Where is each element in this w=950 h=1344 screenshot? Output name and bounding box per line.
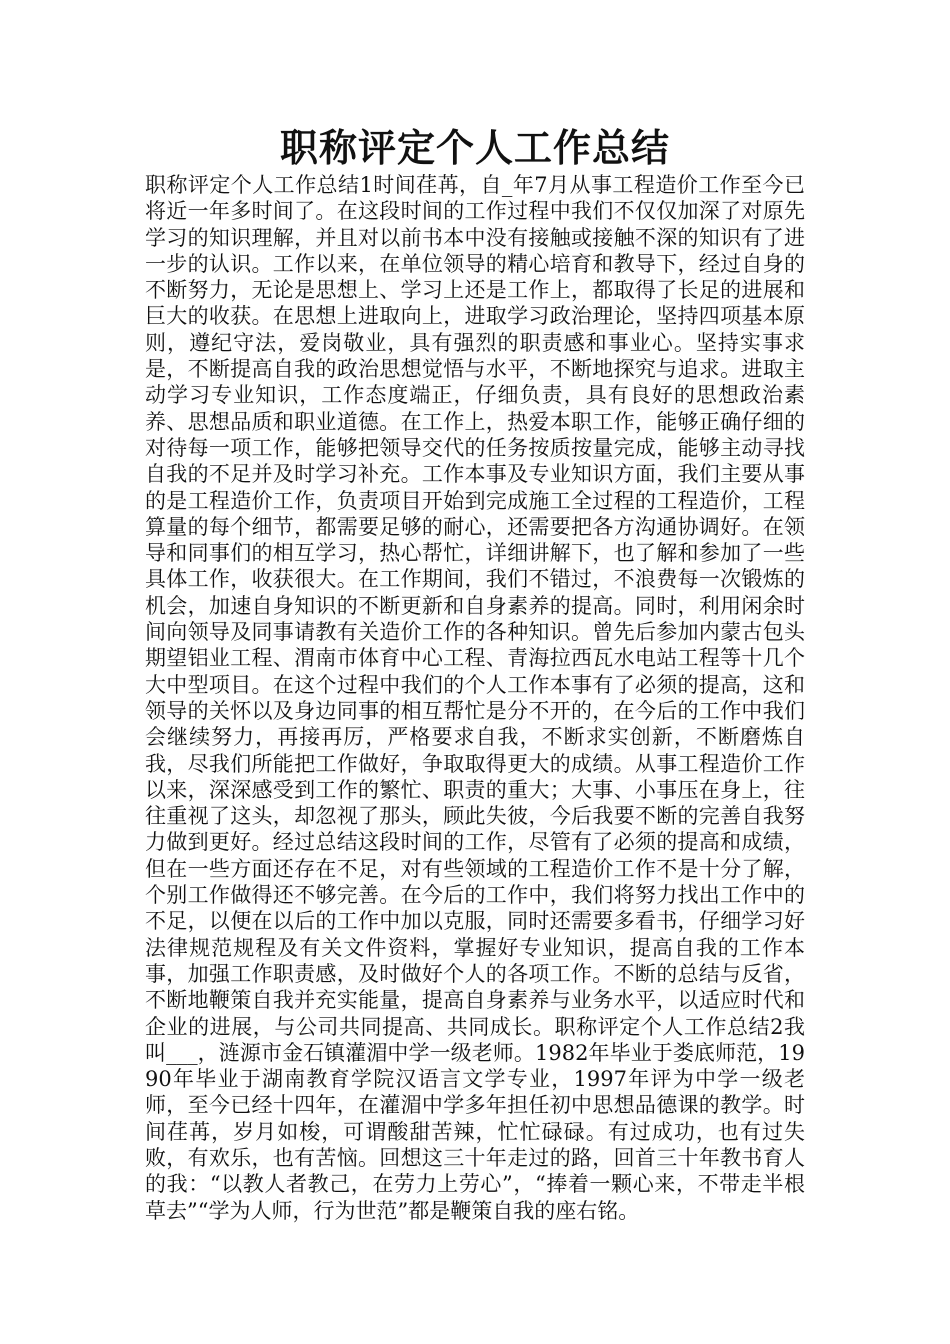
document-title: 职称评定个人工作总结 [279,125,670,170]
document-body-text: 职称评定个人工作总结1时间荏苒，自_年7月从事工程造价工作至今已将近一年多时间了。在这段时间的工作过程中我们不仅仅加深了对原先学习的知识理解，并且对以前书本中没有接触或接触不深的知识有了进一步的认识。工作以来，在单位领导的精心培育和教导下，经过自身的不断努力，无论是思想上、学习上还是工作上，都取得了长足的进展和巨大的收获。在思想上进取向上，进取学习政治理论，坚持四项基本原则，遵纪守法，爱岗敬业，具有强烈的职责感和事业心。坚持实事求是，不断提高自我的政治思想觉悟与水平，不断地探究与追求。进取主动学习专业知识，工作态度端正，仔细负责，具有良好的思想政治素养、思想品质和职业道德。在工作上，热爱本职工作，能够正确仔细的对待每一项工作，能够把领导交代的任务按质按量完成，能够主动寻找自我的不足并及时学习补充。工作本事及专业知识方面，我们主要从事的是工程造价工作，负责项目开始到完成施工全过程的工程造价，工程算量的每个细节，都需要足够的耐心，还需要把各方沟通协调好。在领导和同事们的相互学习，热心帮忙，详细讲解下，也了解和参加了一些具体工作，收获很大。在工作期间，我们不错过，不浪费每一次锻炼的机会，加速自身知识的不断更新和自身素养的提高。同时，利用闲余时间向领导及同事请教有关造价工作的各种知识。曾先后参加内蒙古包头期望铝业工程、渭南市体育中心工程、青海拉西瓦水电站工程等十几个大中型项目。在这个过程中我们的个人工作本事有了必须的提高，这和领导的关怀以及身边同事的相互帮忙是分不开的，在今后的工作中我们会继续努力，再接再厉，严格要求自我，不断求实创新，不断磨炼自我，尽我们所能把工作做好，争取取得更大的成绩。从事工程造价工作以来，深深感受到工作的繁忙、职责的重大；大事、小事压在身上，往往重视了这头，却忽视了那头，顾此失彼，今后我要不断的完善自我努力做到更好。经过总结这段时间的工作，尽管有了必须的提高和成绩，但在一些方面还存在不足，对有些领域的工程造价工作不是十分了解，个别工作做得还不够完善。在今后的工作中，我们将努力找出工作中的不足，以便在以后的工作中加以克服，同时还需要多看书，仔细学习好法律规范规程及有关文件资料，掌握好专业知识，提高自我的工作本事，加强工作职责感，及时做好个人的各项工作。不断的总结与反省，不断地鞭策自我并充实能量，提高自身素养与业务水平，以适应时代和企业的进展，与公司共同提高、共同成长。职称评定个人工作总结2我叫___，涟源市金石镇灌湄中学一级老师。1982年毕业于娄底师范，1990年毕业于湖南教育学院汉语言文学专业，1997年评为中学一级老师，至今已经十四年，在灌湄中学多年担任初中思想品德课的教学。时间荏苒，岁月如梭，可谓酸甜苦辣，忙忙碌碌。有过成功，也有过失败，有欢乐，也有苦恼。回想这三十年走过的路，回首三十年教书育人的我：“以教人者教己，在劳力上劳心”，“捧着一颗心来，不带走半根草去”“学为人师，行为世范”都是鞭策自我的座右铭。 [145,173,805,1223]
